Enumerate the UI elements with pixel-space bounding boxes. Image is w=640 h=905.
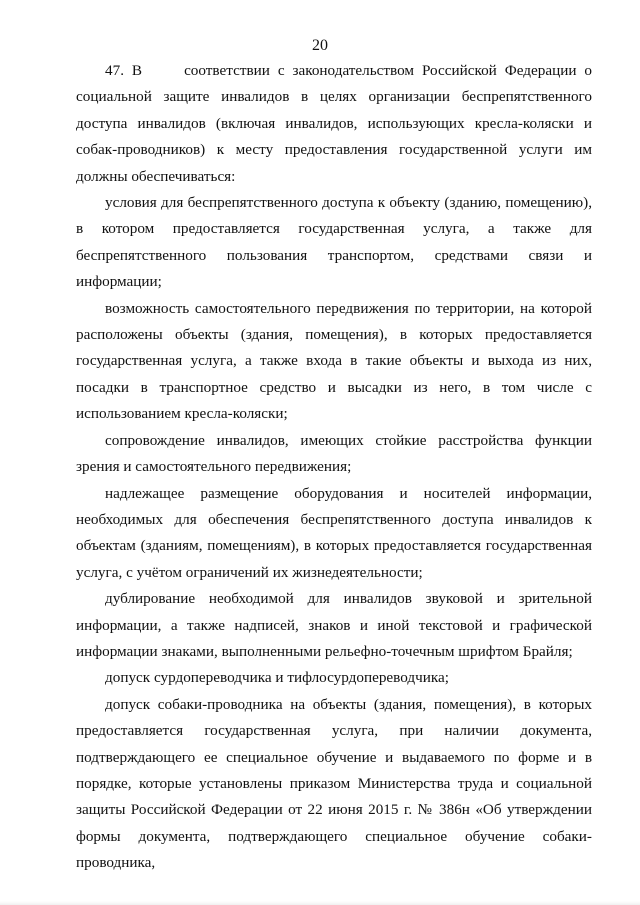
paragraph-sign-interpreter: допуск сурдопереводчика и тифлосурдопереводчика; — [105, 669, 449, 687]
document-body — [76, 58, 592, 877]
paragraph-braille-duplication: дублирование необходимой для инвалидов звуковой и зрительной информации, а также надписей, знаков и иной текстовой и графической информации знаками, выполненными рельефно-точечным шрифтом Брайля; — [76, 590, 592, 660]
paragraph-number: 47. В — [105, 62, 143, 79]
paragraph-access-conditions: условия для беспрепятственного доступа к объекту (зданию, помещению), в котором предоставляется государственная услуга, а также для беспрепятственного пользования транспортом, средствами связи и информации; — [76, 194, 592, 291]
scan-bottom-edge — [0, 901, 640, 905]
paragraph-independent-movement: возможность самостоятельного передвижения по территории, на которой расположены объекты (здания, помещения), в которых предоставляется государственная услуга, а также входа в такие объекты и выхода из них, посадки в транспортное средство и высадки из него, в том числе с использованием кресла-коляски; — [76, 299, 592, 423]
paragraph-47 — [76, 58, 592, 190]
paragraph-escort: сопровождение инвалидов, имеющих стойкие расстройства функции зрения и самостоятельного передвижения; — [76, 431, 592, 476]
paragraph-equipment-placement: надлежащее размещение оборудования и носителей информации, необходимых для обеспечения беспрепятственного доступа инвалидов к объектам (зданиям, помещениям), в которых предоставляется государственная услуга, с учётом ограничений их жизнедеятельности; — [76, 484, 592, 581]
paragraph-text: соответствии с законодательством Российской Федерации о социальной защите инвалидов в целях организации беспрепятственного доступа инвалидов (включая инвалидов, использующих кресла-коляски и собак-проводников) к месту предоставления государственной услуги им должны обеспечиваться: — [76, 62, 593, 185]
paragraph-guide-dog: допуск собаки-проводника на объекты (здания, помещения), в которых предоставляется государственная услуга, при наличии документа, подтверждающего ее специальное обучение и выдаваемого по форме и в порядке, которые установлены приказом Министерства труда и социальной защиты Российской Федерации от 22 июня 2015 г. № 386н «Об утверждении формы документа, подтверждающего специальное обучение собаки-проводника, — [76, 695, 592, 872]
page-number: 20 — [312, 37, 328, 54]
